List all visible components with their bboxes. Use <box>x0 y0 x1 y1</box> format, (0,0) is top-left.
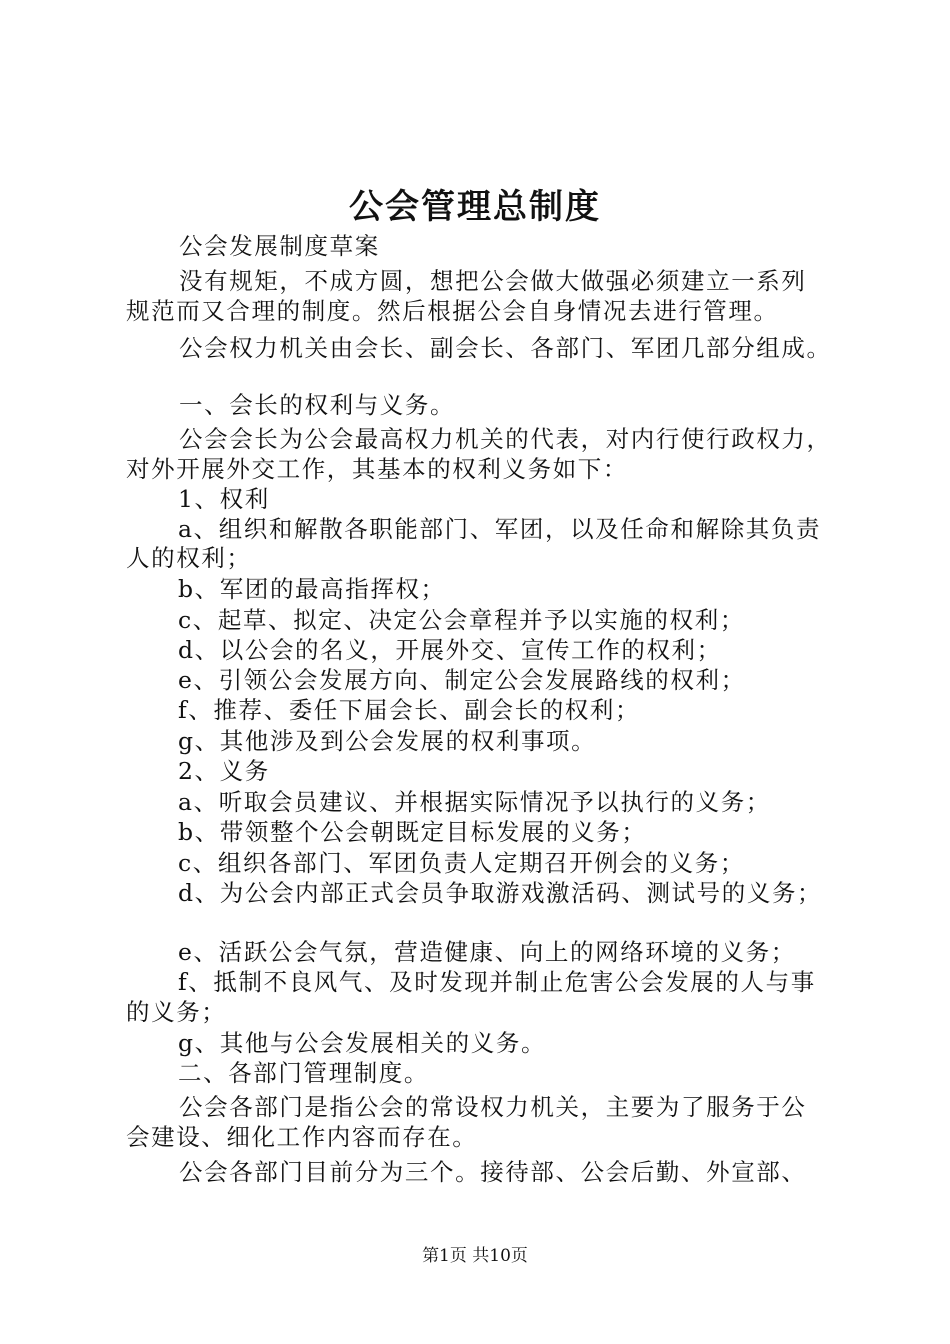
page-title: 公会管理总制度 <box>349 187 601 227</box>
paragraph-line: 对外开展外交工作，其基本的权利义务如下： <box>126 455 628 483</box>
list-item: c、起草、拟定、决定公会章程并予以实施的权利； <box>178 606 745 634</box>
subsection-heading: 2、义务 <box>178 757 270 785</box>
list-item: b、带领整个公会朝既定目标发展的义务； <box>178 818 647 846</box>
list-item: d、以公会的名义，开展外交、宣传工作的权利； <box>178 636 722 664</box>
list-item: f、抵制不良风气、及时发现并制止危害公会发展的人与事 <box>178 968 816 996</box>
paragraph-line: 公会各部门是指公会的常设权力机关，主要为了服务于公 <box>179 1093 807 1121</box>
paragraph-line: 公会各部门目前分为三个。接待部、公会后勤、外宣部、 <box>179 1158 807 1186</box>
list-item: a、听取会员建议、并根据实际情况予以执行的义务； <box>178 788 771 816</box>
list-item: g、其他与公会发展相关的义务。 <box>178 1029 547 1057</box>
list-item: a、组织和解散各职能部门、军团，以及任命和解除其负责 <box>178 515 822 543</box>
list-item-continuation: 人的权利； <box>126 544 252 572</box>
list-item: d、为公会内部正式会员争取游戏激活码、测试号的义务； <box>178 879 823 907</box>
section-heading: 二、各部门管理制度。 <box>178 1059 429 1087</box>
paragraph-line: 没有规矩，不成方圆，想把公会做大做强必须建立一系列 <box>179 267 807 295</box>
list-item: c、组织各部门、军团负责人定期召开例会的义务； <box>178 849 745 877</box>
list-item: b、军团的最高指挥权； <box>178 575 446 603</box>
page-footer: 第1页 共10页 <box>422 1246 528 1266</box>
paragraph-line: 会建设、细化工作内容而存在。 <box>126 1123 478 1151</box>
list-item: f、推荐、委任下届会长、副会长的权利； <box>178 696 641 724</box>
subsection-heading: 1、权利 <box>178 485 270 513</box>
list-item: e、活跃公会气氛，营造健康、向上的网络环境的义务； <box>178 938 796 966</box>
list-item: e、引领公会发展方向、制定公会发展路线的权利； <box>178 666 746 694</box>
paragraph-line: 公会会长为公会最高权力机关的代表，对内行使行政权力， <box>179 425 832 453</box>
paragraph-line: 公会权力机关由会长、副会长、各部门、军团几部分组成。 <box>179 334 832 362</box>
section-heading: 一、会长的权利与义务。 <box>179 391 456 419</box>
list-item-continuation: 的义务； <box>126 998 227 1026</box>
paragraph-line: 规范而又合理的制度。然后根据公会自身情况去进行管理。 <box>126 297 779 325</box>
subtitle-line: 公会发展制度草案 <box>179 232 380 260</box>
list-item: g、其他涉及到公会发展的权利事项。 <box>178 727 597 755</box>
